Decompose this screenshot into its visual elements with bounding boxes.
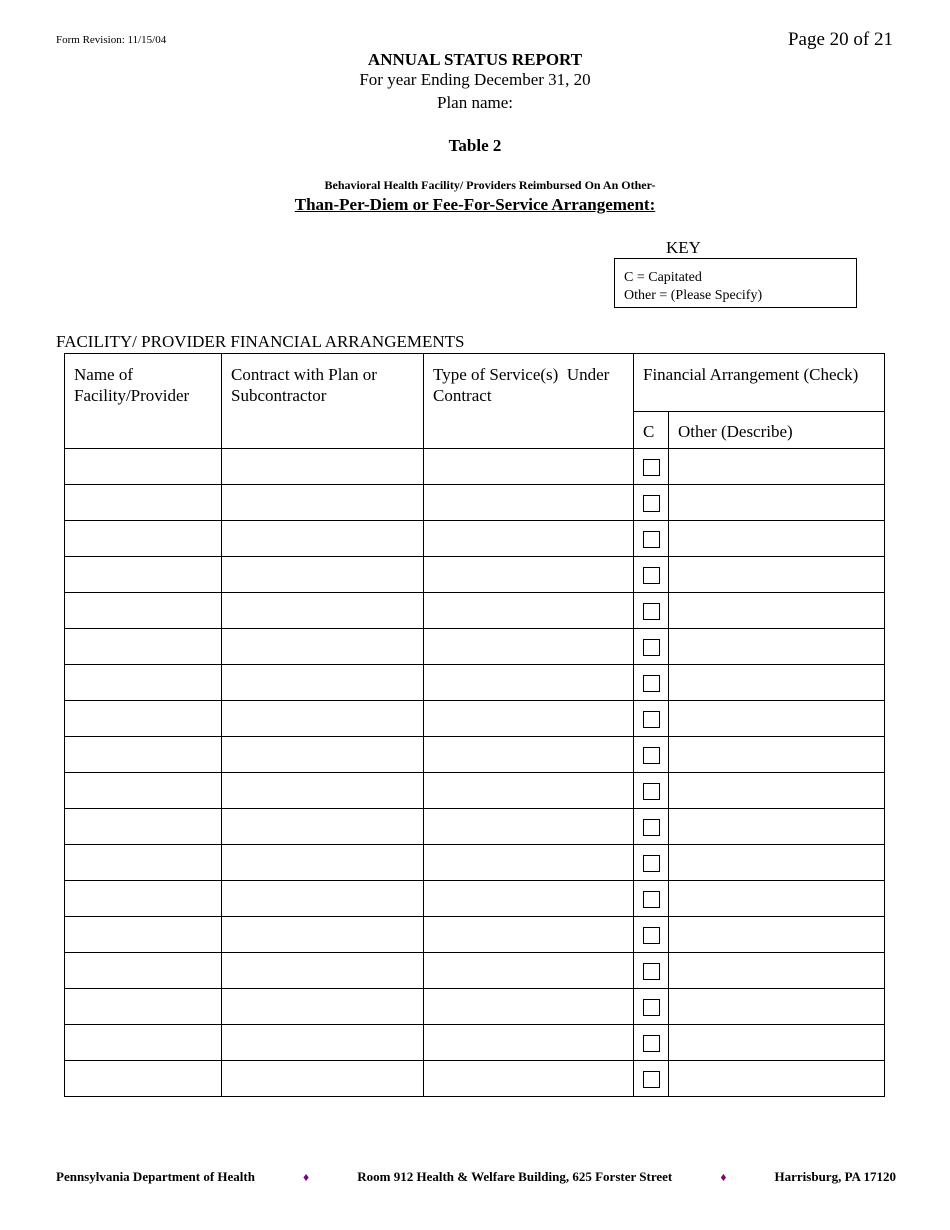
capitated-checkbox[interactable] — [643, 567, 660, 584]
footer-org: Pennsylvania Department of Health — [56, 1169, 255, 1184]
other-describe-cell[interactable] — [669, 629, 885, 665]
table-row — [65, 1061, 885, 1097]
arrangements-table — [64, 353, 885, 1097]
facility-name-cell[interactable] — [65, 1061, 222, 1097]
table-row — [65, 701, 885, 737]
service-type-cell[interactable] — [424, 1025, 634, 1061]
header-financial-arrangement: Financial Arrangement (Check) — [634, 354, 885, 412]
footer — [56, 1169, 896, 1185]
capitated-checkbox[interactable] — [643, 675, 660, 692]
table-row — [65, 665, 885, 701]
facility-name-cell[interactable] — [65, 881, 222, 917]
service-type-cell[interactable] — [424, 521, 634, 557]
other-describe-cell[interactable] — [669, 1025, 885, 1061]
contract-cell[interactable] — [222, 737, 424, 773]
service-type-cell[interactable] — [424, 845, 634, 881]
table-title: Table 2 — [448, 136, 502, 155]
table-row — [65, 953, 885, 989]
page-number: Page 20 of 21 — [787, 29, 893, 50]
form-revision: Form Revision: 11/15/04 — [56, 34, 167, 46]
header-facility-name: Name of Facility/Provider — [65, 354, 222, 449]
table-row — [65, 917, 885, 953]
service-type-cell[interactable] — [424, 1061, 634, 1097]
capitated-cell[interactable] — [634, 1061, 669, 1097]
facility-name-cell[interactable] — [65, 629, 222, 665]
facility-name-cell[interactable] — [65, 593, 222, 629]
contract-cell[interactable] — [222, 881, 424, 917]
contract-cell[interactable] — [222, 665, 424, 701]
capitated-checkbox[interactable] — [643, 711, 660, 728]
capitated-cell[interactable] — [634, 557, 669, 593]
contract-cell[interactable] — [222, 989, 424, 1025]
service-type-cell[interactable] — [424, 629, 634, 665]
table-row — [65, 593, 885, 629]
table-row — [65, 989, 885, 1025]
capitated-checkbox[interactable] — [643, 639, 660, 656]
header-contract: Contract with Plan or Subcontractor — [222, 354, 424, 449]
year-ending: For year Ending December 31, 20 — [359, 70, 591, 89]
service-type-cell[interactable] — [424, 953, 634, 989]
contract-cell[interactable] — [222, 557, 424, 593]
contract-cell[interactable] — [222, 629, 424, 665]
capitated-cell[interactable] — [634, 1025, 669, 1061]
footer-city: Harrisburg, PA 17120 — [774, 1169, 896, 1184]
key-box — [614, 258, 857, 308]
table-row — [65, 737, 885, 773]
header-capitated: C — [634, 412, 669, 449]
capitated-cell[interactable] — [634, 521, 669, 557]
contract-cell[interactable] — [222, 773, 424, 809]
facility-name-cell[interactable] — [65, 665, 222, 701]
contract-cell[interactable] — [222, 701, 424, 737]
other-describe-cell[interactable] — [669, 593, 885, 629]
facility-name-cell[interactable] — [65, 449, 222, 485]
service-type-cell[interactable] — [424, 485, 634, 521]
other-describe-cell[interactable] — [669, 1061, 885, 1097]
capitated-checkbox[interactable] — [643, 603, 660, 620]
facility-name-cell[interactable] — [65, 809, 222, 845]
facility-name-cell[interactable] — [65, 773, 222, 809]
other-describe-cell[interactable] — [669, 665, 885, 701]
facility-name-cell[interactable] — [65, 737, 222, 773]
capitated-checkbox[interactable] — [643, 963, 660, 980]
table-row — [65, 1025, 885, 1061]
facility-name-cell[interactable] — [65, 953, 222, 989]
table-row — [65, 485, 885, 521]
capitated-cell[interactable] — [634, 809, 669, 845]
service-type-cell[interactable] — [424, 737, 634, 773]
facility-name-cell[interactable] — [65, 845, 222, 881]
capitated-cell[interactable] — [634, 449, 669, 485]
other-describe-cell[interactable] — [669, 917, 885, 953]
contract-cell[interactable] — [222, 953, 424, 989]
key-label: KEY — [666, 238, 701, 257]
table-row — [65, 809, 885, 845]
contract-cell[interactable] — [222, 1025, 424, 1061]
capitated-cell[interactable] — [634, 881, 669, 917]
capitated-cell[interactable] — [634, 665, 669, 701]
other-describe-cell[interactable] — [669, 701, 885, 737]
table-row — [65, 629, 885, 665]
header-service-type: Type of Service(s) Under Contract — [424, 354, 634, 449]
other-describe-cell[interactable] — [669, 845, 885, 881]
facility-name-cell[interactable] — [65, 557, 222, 593]
facility-name-cell[interactable] — [65, 485, 222, 521]
capitated-cell[interactable] — [634, 845, 669, 881]
report-title: ANNUAL STATUS REPORT — [367, 50, 583, 69]
table-row — [65, 881, 885, 917]
plan-name: Plan name: — [436, 93, 513, 112]
table-subtitle-line1: Behavioral Health Facility/ Providers Reimbursed On An Other- — [324, 178, 656, 192]
capitated-checkbox[interactable] — [643, 495, 660, 512]
capitated-cell[interactable] — [634, 485, 669, 521]
key-capitated: C = Capitated — [624, 270, 702, 285]
capitated-cell[interactable] — [634, 917, 669, 953]
capitated-checkbox[interactable] — [643, 927, 660, 944]
service-type-cell[interactable] — [424, 881, 634, 917]
other-describe-cell[interactable] — [669, 521, 885, 557]
table-row — [65, 449, 885, 485]
capitated-cell[interactable] — [634, 629, 669, 665]
contract-cell[interactable] — [222, 917, 424, 953]
key-other: Other = (Please Specify) — [624, 288, 763, 303]
capitated-cell[interactable] — [634, 701, 669, 737]
contract-cell[interactable] — [222, 485, 424, 521]
service-type-cell[interactable] — [424, 989, 634, 1025]
facility-name-cell[interactable] — [65, 917, 222, 953]
capitated-checkbox[interactable] — [643, 747, 660, 764]
other-describe-cell[interactable] — [669, 737, 885, 773]
service-type-cell[interactable] — [424, 773, 634, 809]
capitated-checkbox[interactable] — [643, 1035, 660, 1052]
section-title: FACILITY/ PROVIDER FINANCIAL ARRANGEMENTS — [56, 332, 465, 351]
service-type-cell[interactable] — [424, 917, 634, 953]
service-type-cell[interactable] — [424, 701, 634, 737]
table-row — [65, 557, 885, 593]
table-row — [65, 773, 885, 809]
other-describe-cell[interactable] — [669, 773, 885, 809]
capitated-checkbox[interactable] — [643, 999, 660, 1016]
other-describe-cell[interactable] — [669, 881, 885, 917]
contract-cell[interactable] — [222, 809, 424, 845]
contract-cell[interactable] — [222, 449, 424, 485]
service-type-cell[interactable] — [424, 665, 634, 701]
contract-cell[interactable] — [222, 521, 424, 557]
facility-name-cell[interactable] — [65, 521, 222, 557]
facility-name-cell[interactable] — [65, 989, 222, 1025]
service-type-cell[interactable] — [424, 449, 634, 485]
capitated-cell[interactable] — [634, 773, 669, 809]
capitated-cell[interactable] — [634, 737, 669, 773]
capitated-checkbox[interactable] — [643, 855, 660, 872]
table-row — [65, 845, 885, 881]
service-type-cell[interactable] — [424, 809, 634, 845]
facility-name-cell[interactable] — [65, 701, 222, 737]
other-describe-cell[interactable] — [669, 449, 885, 485]
capitated-checkbox[interactable] — [643, 459, 660, 476]
table-subtitle-line2: Than-Per-Diem or Fee-For-Service Arrangement: — [294, 195, 656, 214]
service-type-cell[interactable] — [424, 557, 634, 593]
capitated-checkbox[interactable] — [643, 531, 660, 548]
capitated-cell[interactable] — [634, 593, 669, 629]
header-other-describe: Other (Describe) — [669, 412, 885, 449]
capitated-checkbox[interactable] — [643, 891, 660, 908]
diamond-icon: ♦ — [720, 1169, 727, 1184]
other-describe-cell[interactable] — [669, 485, 885, 521]
contract-cell[interactable] — [222, 845, 424, 881]
footer-address: Room 912 Health & Welfare Building, 625 Forster Street — [357, 1169, 673, 1184]
other-describe-cell[interactable] — [669, 989, 885, 1025]
diamond-icon: ♦ — [303, 1169, 310, 1184]
capitated-checkbox[interactable] — [643, 819, 660, 836]
other-describe-cell[interactable] — [669, 953, 885, 989]
capitated-checkbox[interactable] — [643, 783, 660, 800]
capitated-checkbox[interactable] — [643, 1071, 660, 1088]
contract-cell[interactable] — [222, 593, 424, 629]
other-describe-cell[interactable] — [669, 557, 885, 593]
capitated-cell[interactable] — [634, 989, 669, 1025]
table-row — [65, 521, 885, 557]
capitated-cell[interactable] — [634, 953, 669, 989]
contract-cell[interactable] — [222, 1061, 424, 1097]
other-describe-cell[interactable] — [669, 809, 885, 845]
service-type-cell[interactable] — [424, 593, 634, 629]
facility-name-cell[interactable] — [65, 1025, 222, 1061]
